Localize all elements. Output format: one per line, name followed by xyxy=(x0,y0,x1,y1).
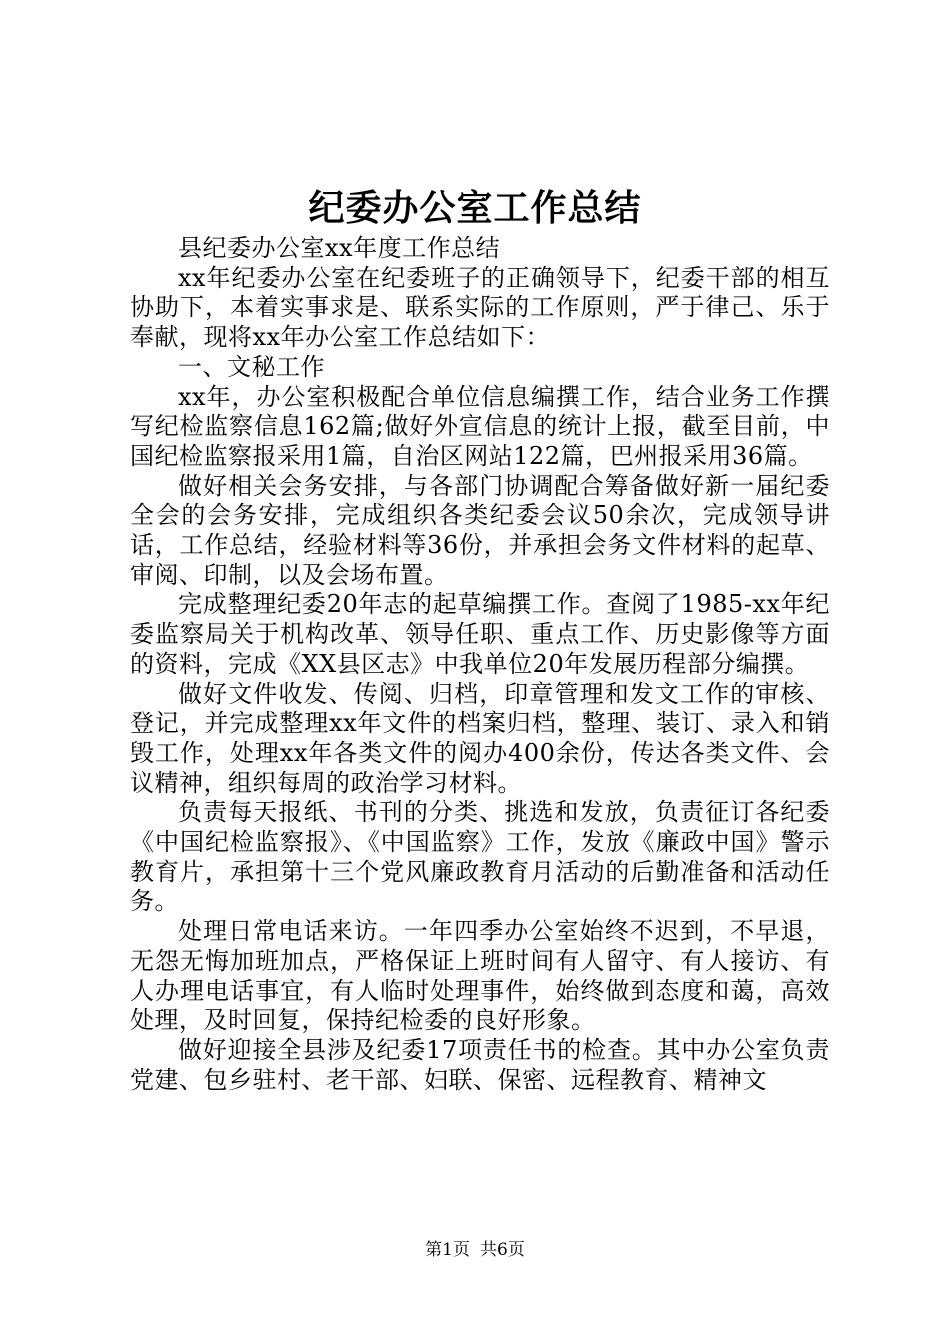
paragraph: 做好迎接全县涉及纪委17项责任书的检查。其中办公室负责党建、包乡驻村、老干部、妇联、保密、远程教育、精神文 xyxy=(130,1035,830,1094)
paragraph: 负责每天报纸、书刊的分类、挑选和发放，负责征订各纪委《中国纪检监察报》、《中国监察》工作，发放《廉政中国》警示教育片，承担第十三个党风廉政教育月活动的后勤准备和活动任务。 xyxy=(130,798,830,916)
paragraph: xx年，办公室积极配合单位信息编撰工作，结合业务工作撰写纪检监察信息162篇;做好外宣信息的统计上报，截至目前，中国纪检监察报采用1篇，自治区网站122篇，巴州报采用36篇。 xyxy=(130,382,830,470)
page-number: 第1页 xyxy=(425,1240,470,1260)
document-title: 纪委办公室工作总结 xyxy=(308,187,642,229)
paragraph: 做好相关会务安排，与各部门协调配合筹备做好新一届纪委全会的会务安排，完成组织各类纪委会议50余次，完成领导讲话，工作总结，经验材料等36份，并承担会务文件材料的起草、审阅、印制，以及会场布置。 xyxy=(130,471,830,589)
paragraph: 做好文件收发、传阅、归档，印章管理和发文工作的审核、登记，并完成整理xx年文件的档案归档，整理、装订、录入和销毁工作，处理xx年各类文件的阅办400余份，传达各类文件、会议精神，组织每周的政治学习材料。 xyxy=(130,679,830,797)
paragraph: 完成整理纪委20年志的起草编撰工作。查阅了1985-xx年纪委监察局关于机构改革、领导任职、重点工作、历史影像等方面的资料，完成《XX县区志》中我单位20年发展历程部分编撰。 xyxy=(130,590,830,678)
document-body xyxy=(130,234,830,1095)
paragraph: 处理日常电话来访。一年四季办公室始终不迟到，不早退，无怨无悔加班加点，严格保证上班时间有人留守、有人接访、有人办理电话事宜，有人临时处理事件，始终做到态度和蔼，高效处理，及时回复，保持纪检委的良好形象。 xyxy=(130,917,830,1035)
section-heading: 一、文秘工作 xyxy=(178,352,325,381)
paragraph-subtitle: 县纪委办公室xx年度工作总结 xyxy=(178,234,501,262)
paragraph-intro: xx年纪委办公室在纪委班子的正确领导下，纪委干部的相互协助下，本着实事求是、联系实际的工作原则，严于律己、乐于奉献，现将xx年办公室工作总结如下： xyxy=(130,263,830,352)
page-footer xyxy=(0,1238,950,1262)
page-total: 共6页 xyxy=(480,1240,525,1260)
